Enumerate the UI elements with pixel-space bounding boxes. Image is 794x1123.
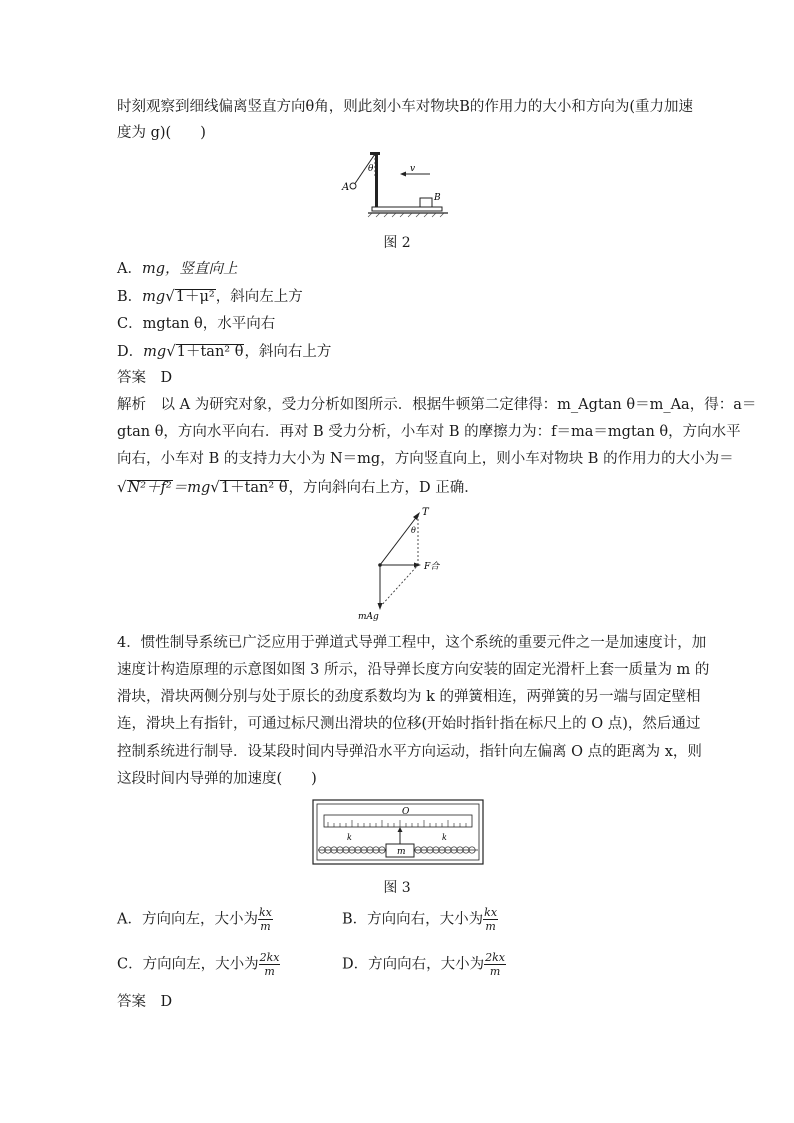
label-theta-force: θ — [411, 526, 416, 535]
label-B: B — [434, 193, 441, 203]
q4-stem-line5: 控制系统进行制导．设某段时间内导弹沿水平方向运动，指针向左偏离 O 点的距离为 x，则 — [117, 744, 702, 760]
label-F-net: F合 — [424, 562, 440, 572]
velocity-arrowhead — [400, 172, 406, 177]
cart-pole — [375, 152, 378, 208]
cart-board — [372, 207, 442, 211]
q3-answer: 答案 D — [117, 370, 173, 386]
q3-option-c: C．mgtan θ，水平向右 — [117, 316, 276, 332]
label-A: A — [342, 182, 350, 193]
label-T: T — [422, 507, 429, 518]
q4-stem-line3: 滑块，滑块两侧分别与处于原长的劲度系数均为 k 的弹簧相连，两弹簧的另一端与固定壁相 — [117, 689, 701, 705]
q3-option-a: A．mg，竖直向上 — [117, 261, 238, 277]
q4-stem-line6: 这段时间内导弹的加速度( ) — [117, 771, 317, 787]
block-B — [420, 198, 432, 207]
q3-option-d: D．mg√1＋tan² θ，斜向右上方 — [117, 342, 332, 360]
force-diagram — [350, 503, 450, 623]
q4-stem-line4: 连，滑块上有指针，可通过标尺测出滑块的位移(开始时指针指在标尺上的 O 点)，然后通过 — [117, 716, 701, 732]
dashed-diagonal — [380, 565, 418, 607]
label-m: m — [397, 847, 406, 857]
label-k-right: k — [442, 833, 447, 842]
label-mAg: mAg — [358, 612, 379, 622]
q3-analysis-line3: 向右，小车对 B 的支持力大小为 N＝mg，方向竖直向上，则小车对物块 B 的作用力的大小为＝ — [117, 451, 734, 467]
q4-option-c: C．方向向左，大小为 $\frac{2kx}{m}$ — [117, 951, 280, 978]
q4-answer: 答案 D — [117, 994, 173, 1010]
figure-2-cart-diagram — [330, 145, 460, 225]
q3-stem-line2: 度为 g)( ) — [117, 125, 206, 141]
q4-option-d: D．方向向右，大小为 $\frac{2kx}{m}$ — [342, 951, 505, 978]
mass-point — [378, 563, 382, 567]
figure-2-caption: 图 2 — [383, 235, 411, 251]
tension-vector — [380, 515, 418, 565]
figure-3-caption: 图 3 — [383, 880, 411, 896]
q4-option-a: A．方向向左，大小为 $\frac{kx}{m}$ — [117, 906, 272, 933]
figure-3-accelerometer — [312, 799, 484, 867]
q3-stem-line1: 时刻观察到细线偏离竖直方向θ角，则此刻小车对物块B的作用力的大小和方向为(重力加速 — [117, 99, 694, 115]
q3-option-b: B．mg√1＋μ²，斜向左上方 — [117, 287, 303, 305]
ground-hatch — [368, 213, 444, 217]
q4-stem-line2: 速度计构造原理的示意图如图 3 所示，沿导弹长度方向安装的固定光滑杆上套一质量为 m 的 — [117, 662, 710, 678]
label-k-left: k — [347, 833, 352, 842]
q3-analysis-line1: 解析 以 A 为研究对象，受力分析如图所示．根据牛顿第二定律得：m_Agtan θ＝m_Aa，得：a＝ — [117, 397, 757, 413]
q3-analysis-line4: √N²＋f²＝mg√1＋tan² θ，方向斜向右上方，D 正确． — [117, 478, 479, 496]
label-v: v — [410, 164, 416, 174]
q4-stem-line1: 4．惯性制导系统已广泛应用于弹道式导弹工程中，这个系统的重要元件之一是加速度计，加 — [117, 635, 707, 651]
q4-option-b: B．方向向右，大小为 $\frac{kx}{m}$ — [342, 906, 498, 933]
label-O: O — [402, 807, 410, 817]
tension-arrowhead — [413, 512, 420, 520]
q3-analysis-line2: gtan θ，方向水平向右．再对 B 受力分析，小车对 B 的摩擦力为：f＝ma＝mgtan θ，方向水平 — [117, 424, 741, 440]
ball-A — [350, 183, 356, 189]
label-theta: θ — [368, 164, 374, 174]
